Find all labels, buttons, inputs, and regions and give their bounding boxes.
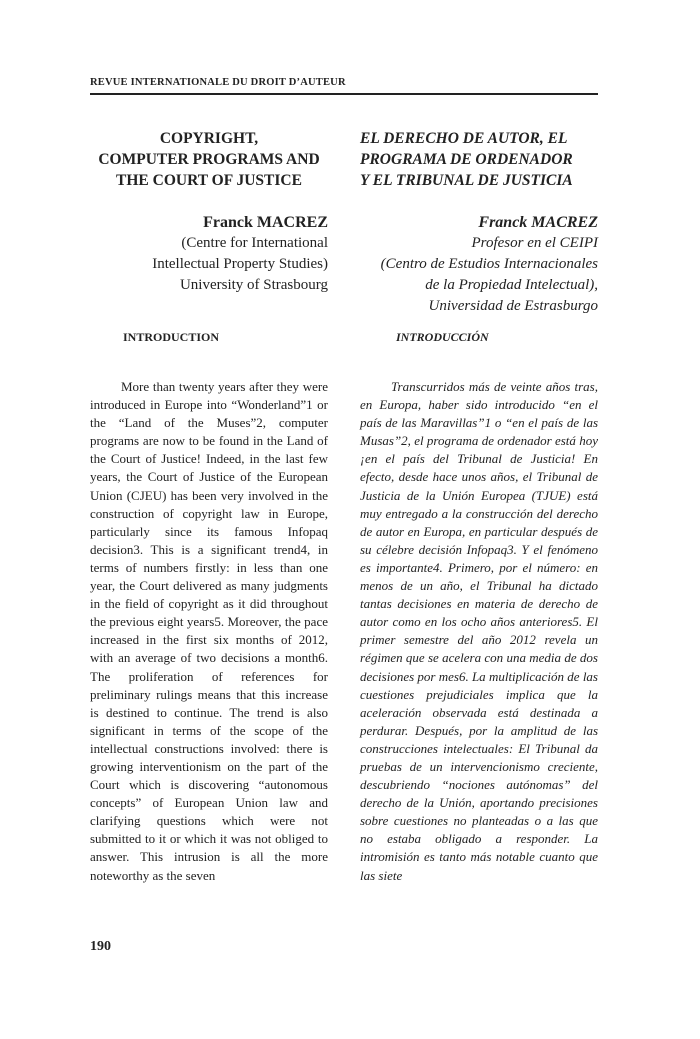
title-line: Y EL TRIBUNAL DE JUSTICIA	[360, 172, 573, 189]
running-head: REVUE INTERNATIONALE DU DROIT D’AUTEUR	[90, 77, 346, 88]
author-block-es	[360, 212, 598, 330]
affiliation-line: University of Strasbourg	[179, 277, 328, 293]
body-paragraph-es: Transcurridos más de veinte años tras, en Europa, haber sido introducido “en el país de las Maravillas”1 o “en el país de las Musas”2, el programa de ordenador está hoy ¡en el país del Tribunal de Justicia! En efecto, desde hace unos años, el Tribunal de Justicia de la Unión Europea (TJUE) está muy entregado a la construcción del derecho de autor en Europa, en particular después de su célebre decisión Infopaq3. Y el fenómeno es importante4. Primero, por el número: en menos de un año, el Tribunal ha dictado tantas decisiones en materia de derecho de autor como en los ocho años anteriores5. El primer semestre del año 2012 revela un régimen que se acelera con una media de dos decisiones por mes6. La multiplicación de las cuestiones prejudiciales implica que la aceleración observada está destinada a perdurar. Después, por la amplitud de las construcciones intelectuales: El Tribunal da pruebas de un intervencionismo creciente, descubriendo “nociones autónomas” del derecho de la Unión, aportando precisiones sobre cuestiones no planteadas o a las que no estaba obligado a responder. La intromisión es tanto más notable cuanto que las siete	[360, 379, 598, 883]
title-line: EL DERECHO DE AUTOR, EL	[360, 130, 568, 147]
affiliation-line: Universidad de Estrasburgo	[428, 298, 598, 314]
affiliation-line: Profesor en el CEIPI	[471, 235, 598, 251]
title-line: THE COURT OF JUSTICE	[116, 172, 302, 189]
section-heading-en: INTRODUCTION	[123, 330, 220, 344]
body-paragraph-en: More than twenty years after they were introduced in Europe into “Wonderland”1 or the “Land of the Muses”2, computer programs are now to be found in the Land of the Court of Justice! Indeed, in the last few years, the Court of Justice of the European Union (CJEU) has been very involved in the construction of copyright law in Europe, particularly since its famous Infopaq decision3. This is a significant trend4, in terms of numbers firstly: in less than one year, the Court delivered as many judgments in the field of copyright as it did throughout the previous eight years5. Moreover, the pace increased in the first six months of 2012, with an average of two decisions a month6. The proliferation of references for preliminary rulings means that this increase is destined to continue. The trend is also significant in terms of the scope of the intellectual constructions involved: there is growing interventionism on the part of the Court which is discovering “autonomous concepts” of European Union law and clarifying questions which were not submitted to it or which it was not obliged to answer. This intrusion is all the more noteworthy as the seven	[90, 379, 328, 883]
title-line: COMPUTER PROGRAMS AND	[98, 151, 320, 168]
affiliation-line: (Centre for International	[181, 235, 328, 251]
author-name: Franck MACREZ	[478, 214, 598, 231]
section-heading-es: INTRODUCCIÓN	[396, 330, 489, 344]
affiliation-line: Intellectual Property Studies)	[152, 256, 328, 272]
affiliation-line: de la Propiedad Intelectual),	[425, 277, 598, 293]
title-line: COPYRIGHT,	[159, 130, 259, 147]
title-line: PROGRAMA DE ORDENADOR	[360, 151, 573, 168]
affiliation-line: (Centro de Estudios Internacionales	[380, 256, 598, 272]
article-title-en	[90, 128, 328, 212]
author-name: Franck MACREZ	[203, 214, 328, 231]
header-rule	[90, 93, 598, 95]
author-block-en	[90, 212, 328, 330]
spanish-column	[360, 128, 598, 885]
article-title-es	[360, 128, 598, 212]
english-column	[90, 128, 328, 885]
page-number: 190	[90, 939, 111, 954]
